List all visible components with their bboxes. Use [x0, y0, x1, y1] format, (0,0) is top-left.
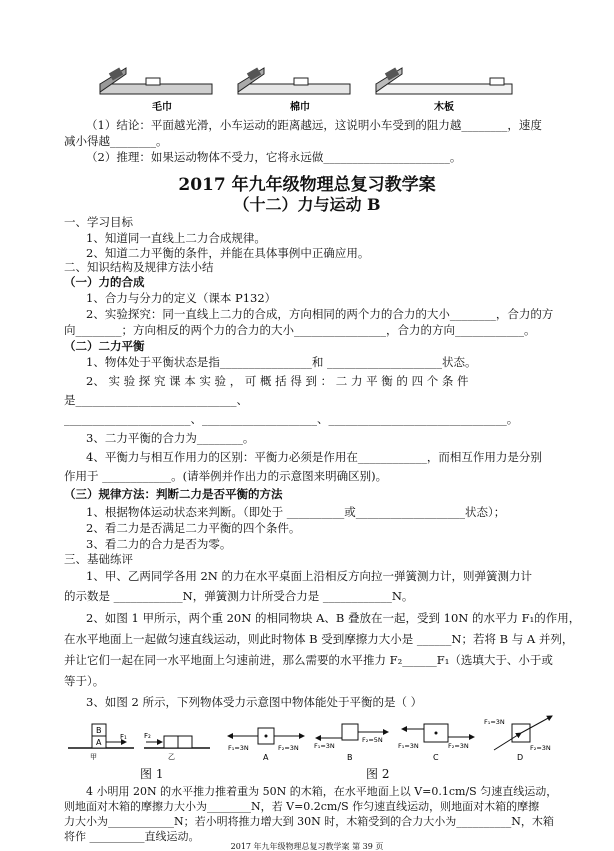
m3: 3、看二力的合力是否为零。 — [86, 537, 232, 551]
b1: 1、物体处于平衡状态是指________________和 ____________________状态。 — [86, 355, 477, 369]
fig1-jia — [68, 724, 134, 761]
conclusion-line3: （2）推理：如果运动物体不受力，它将永远做______________________。 — [86, 150, 462, 164]
fig1-force-f1: F₁ — [120, 733, 127, 741]
b4b: 作用于 ____________。(请举例并作出力的示意图来明确区别)。 — [64, 469, 388, 483]
fig1-force-f2: F₂ — [144, 732, 151, 740]
practice-heading: 三、基础练评 — [64, 552, 133, 566]
fig1-block-b: B — [96, 726, 102, 735]
conclusion-line1: （1）结论：平面越光滑，小车运动的距离越远，这说明小车受到的阻力越________，速度 — [86, 118, 542, 132]
q2a: 2、如图 1 甲所示，两个重 20N 的相同物块 A、B 叠放在一起，受到 10N 的水平力 F₁的作用， — [86, 611, 581, 625]
fig2-a-f1: F₁=3N — [228, 744, 249, 752]
q1a: 1、甲、乙两同学各用 2N 的力在水平桌面上沿相反方向拉一弹簧测力计，则弹簧测力计 — [86, 569, 533, 583]
q2b: 在水平地面上一起做匀速直线运动，则此时物体 B 受到摩擦力大小是 ______N；若将 B 与 A 并列， — [64, 632, 574, 646]
goal-1: 1、知道同一直线上二力合成规律。 — [86, 231, 266, 245]
label-cotton: 棉巾 — [290, 102, 310, 113]
fig2-option-d — [484, 716, 552, 762]
fig1-block-a: A — [96, 738, 102, 747]
q4d: 将作 __________直线运动。 — [64, 830, 200, 843]
page-footer: 2017 年九年级物理总复习教学案 第 39 页 — [230, 842, 384, 851]
ramp-cotton — [238, 68, 350, 113]
fig2-label-a: A — [263, 753, 269, 762]
fig2-label-c: C — [433, 753, 439, 762]
label-towel: 毛巾 — [152, 102, 172, 113]
b4a: 4、平衡力与相互作用力的区别：平衡力必须是作用在____________，而相互作用力是分别 — [86, 450, 542, 464]
force-diagrams — [64, 712, 564, 762]
q1b: 的示数是 ____________N，弹簧测力计所受合力是 ____________N。 — [64, 589, 414, 603]
fig2-option-b — [314, 724, 388, 762]
conclusion-line2: 减小得越________。 — [64, 134, 168, 148]
subheading-method: （三）规律方法：判断二力是否平衡的方法 — [64, 487, 283, 501]
fig2-option-a — [228, 728, 304, 762]
fig2-b-f1: F₁=3N — [314, 742, 335, 750]
q4a: 4 小明用 20N 的水平推力推着重为 50N 的木箱，在水平地面上以 V=0.1cm/S 匀速直线运动， — [86, 785, 558, 798]
q3: 3、如图 2 所示，下列物体受力示意图中物体能处于平衡的是（ ） — [86, 695, 423, 709]
page-subtitle: （十二）力与运动 B — [233, 195, 381, 214]
m2: 2、看二力是否满足二力平衡的四个条件。 — [86, 521, 301, 535]
knowledge-heading: 二、知识结构及规律方法小结 — [64, 260, 214, 274]
fig2-d-f1: F₁=3N — [484, 718, 505, 726]
fig1-label-yi: 乙 — [168, 753, 175, 761]
m1: 1、根据物体运动状态来判断。（即处于 __________或___________________状态）； — [86, 505, 506, 519]
page-title: 2017 年九年级物理总复习教学案 — [178, 175, 436, 195]
subheading-balance: （二）二力平衡 — [64, 339, 145, 353]
b2a: 2、 实 验 探 究 课 本 实 验 ， 可 概 括 得 到 ： 二 力 平 衡 的 四 个 条 件 — [86, 374, 469, 388]
ramp-wood — [376, 68, 512, 113]
k2b: 向________；方向相反的两个力的合力的大小________________，合力的方向____________。 — [64, 323, 536, 337]
fig2-a-f2: F₂=3N — [278, 744, 299, 752]
fig2-b-f2: F₂=5N — [362, 736, 383, 744]
q4c: 力大小为____________N；若小明将推力增大到 30N 时，木箱受到的合力大小为__________N，木箱 — [64, 815, 554, 828]
fig2-c-f1: F₁=3N — [398, 742, 419, 750]
fig1-label-jia: 甲 — [90, 753, 97, 761]
label-wood: 木板 — [434, 102, 454, 113]
fig2-label-b: B — [347, 753, 353, 762]
ramp-experiment-figure — [96, 64, 516, 120]
goals-heading: 一、学习目标 — [64, 215, 133, 229]
fig2-label-d: D — [517, 753, 524, 762]
fig2-d-f2: F₂=3N — [530, 744, 551, 752]
q2c: 并让它们一起在同一水平地面上匀速前进，那么需要的水平推力 F₂______F₁（选填大于、小于或 — [64, 653, 553, 667]
k2a: 2、实验探究：同一直线上二力的合成，方向相同的两个力的合力的大小________，合力的方 — [86, 307, 554, 321]
fig2-c-f2: F₂=3N — [448, 742, 469, 750]
fig2-caption: 图 2 — [366, 767, 390, 781]
fig2-option-c — [398, 724, 474, 762]
ramp-towel — [100, 68, 212, 113]
fig1-yi — [144, 732, 210, 761]
q2d: 等于）。 — [64, 674, 105, 688]
k1: 1、合力与分力的定义（课本 P132） — [86, 291, 277, 305]
q4b: 则地面对木箱的摩擦力大小为________N，若 V=0.2cm/S 作匀速直线运动，则地面对木箱的摩擦 — [64, 800, 540, 813]
goal-2: 2、知道二力平衡的条件，并能在具体事例中正确应用。 — [86, 246, 370, 260]
fig1-caption: 图 1 — [140, 767, 164, 781]
b2c: ______________________、____________________、_______________________________。 — [64, 412, 519, 426]
b3: 3、二力平衡的合力为________。 — [86, 431, 255, 445]
b2b: 是____________________________、 — [64, 393, 248, 407]
subheading-force-composition: （一）力的合成 — [64, 275, 145, 289]
